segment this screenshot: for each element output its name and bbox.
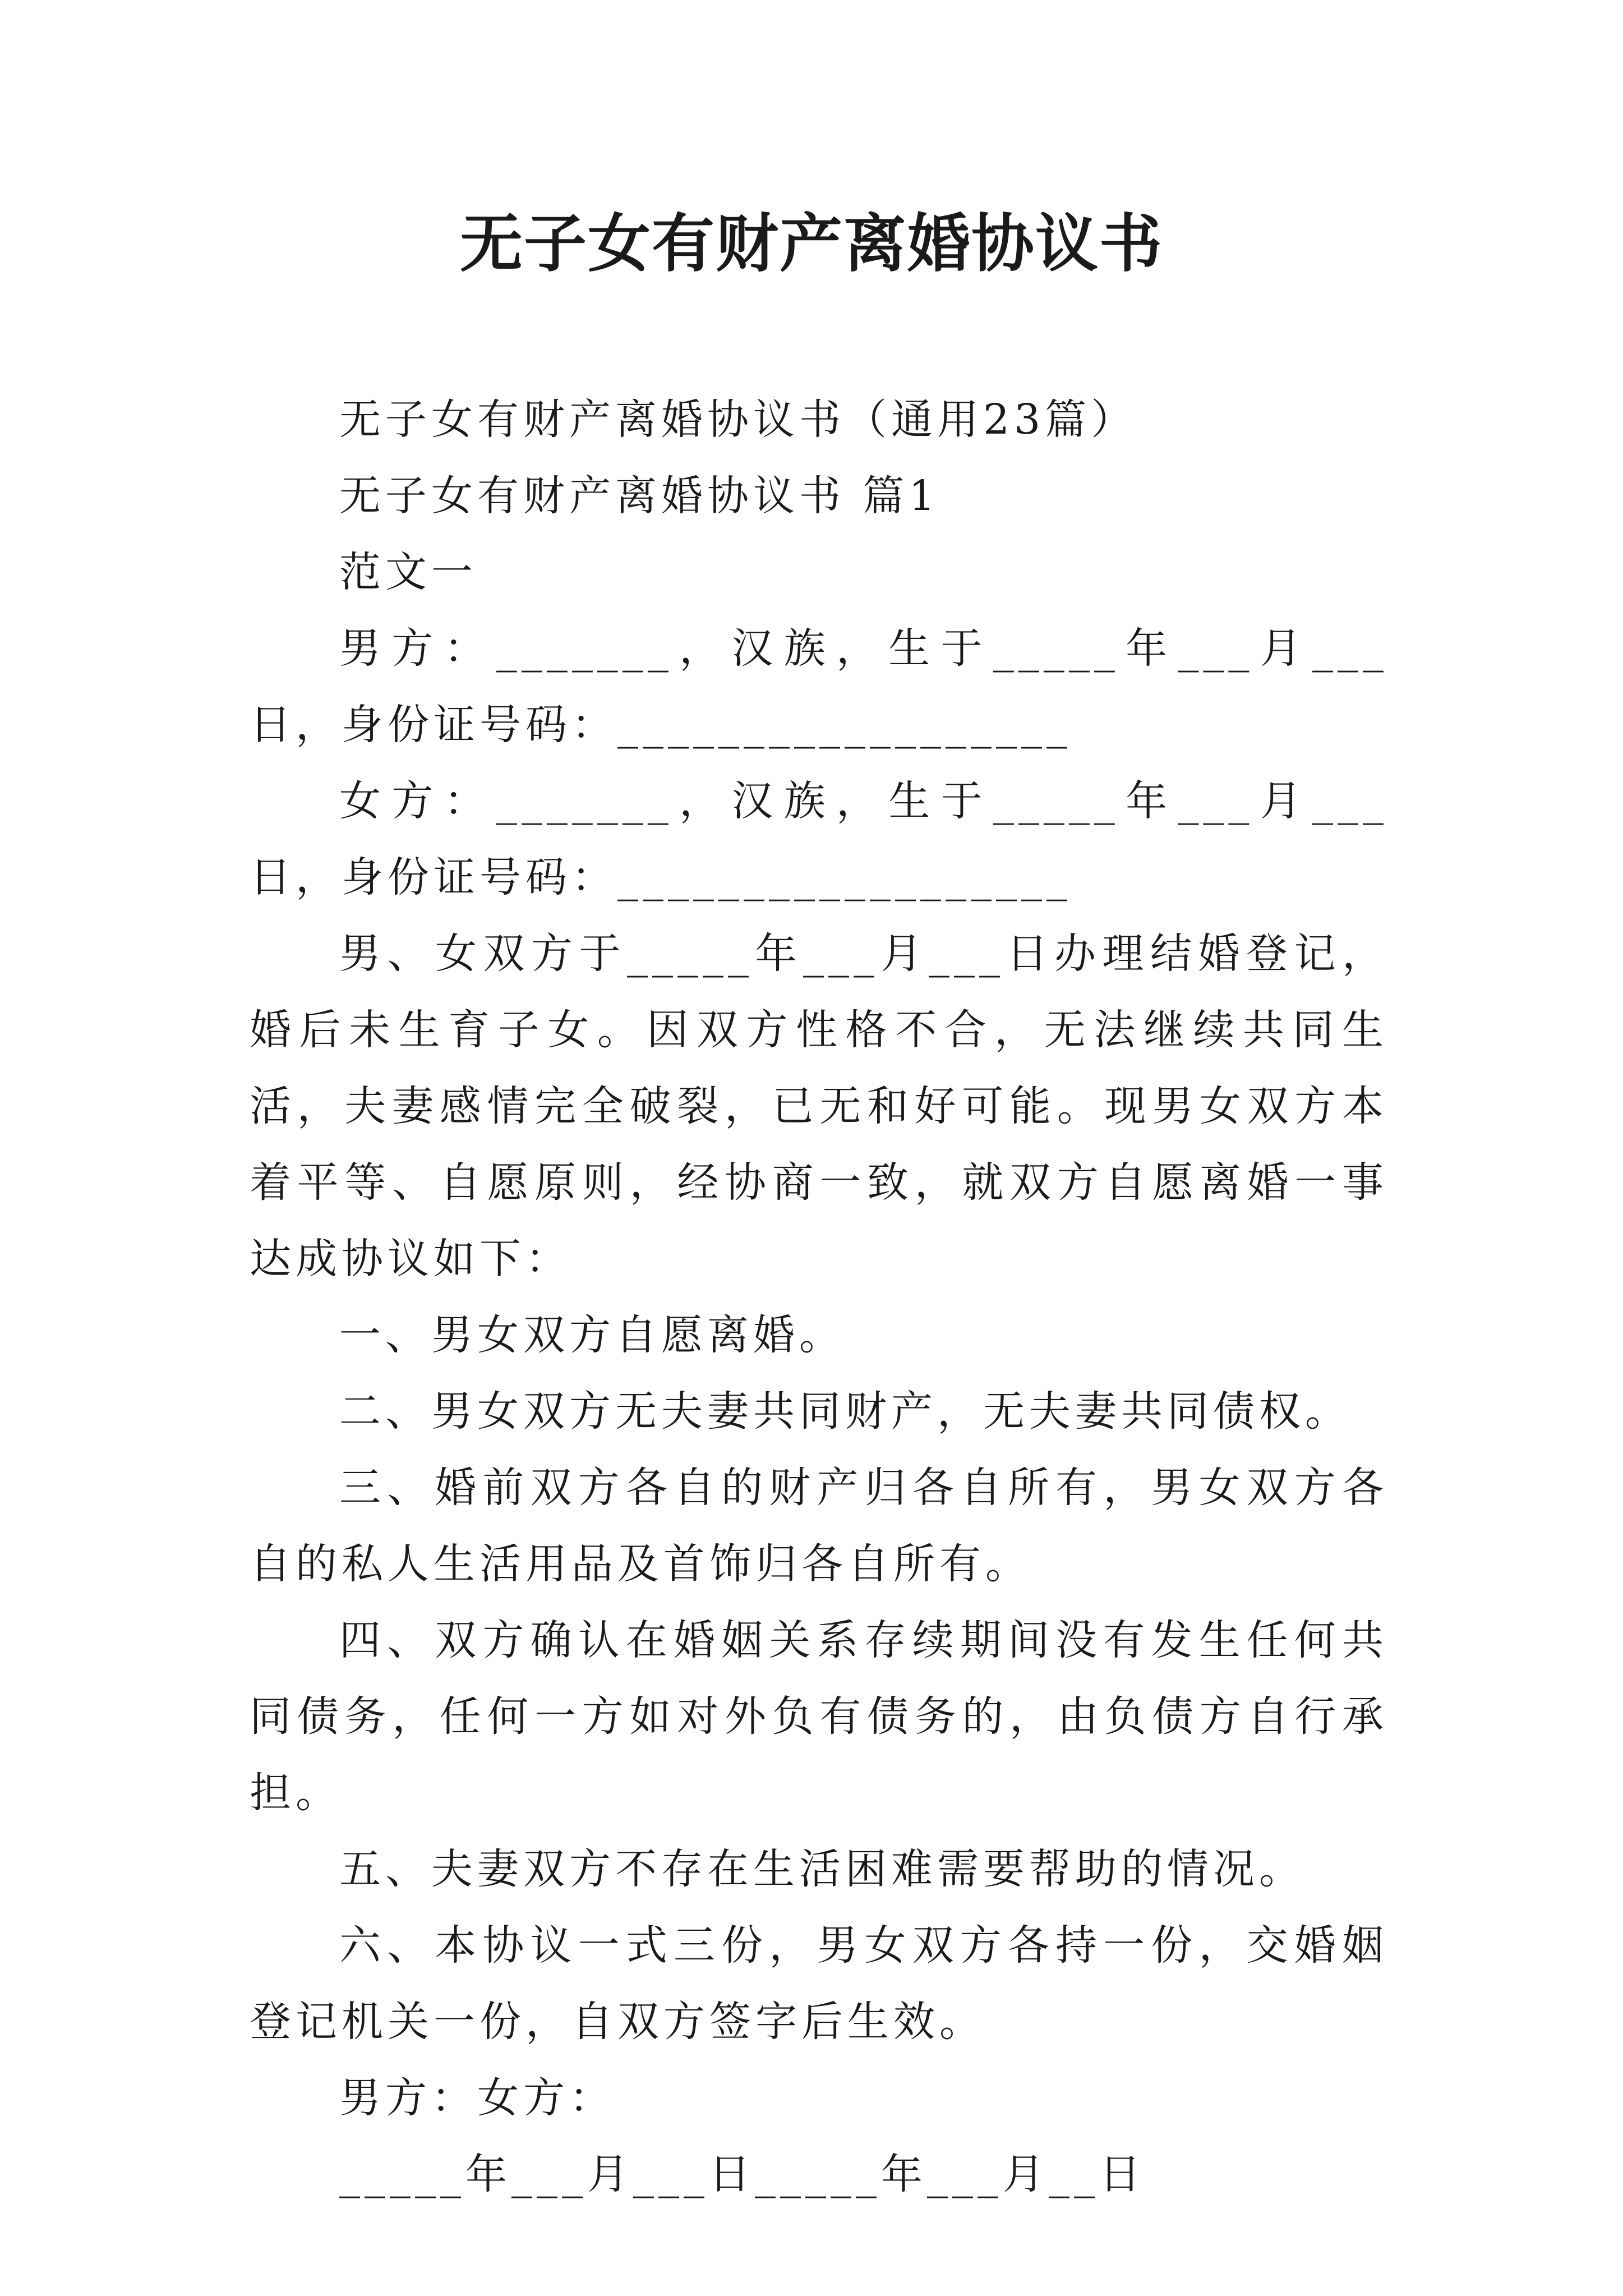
clause-5: 五、夫妻双方不存在生活困难需要帮助的情况。 (339, 1845, 1305, 1893)
clause-1: 一、男女双方自愿离婚。 (339, 1311, 845, 1359)
subtitle-line: 无子女有财产离婚协议书（通用23篇） (339, 395, 1137, 444)
document-body (250, 381, 1388, 2212)
male-party-info: 男方：_______，汉族，生于_____年___月___日，身份证号码：__________________ (250, 624, 1388, 749)
clause-3: 三、婚前双方各自的财产归各自所有，男女双方各自的私人生活用品及首饰归各自所有。 (250, 1464, 1388, 1588)
date-line: _____年___月___日_____年___月__日 (339, 2150, 1145, 2198)
signature-line: 男方：女方： (339, 2074, 615, 2122)
female-party-info: 女方：_______，汉族，生于_____年___月___日，身份证号码：__________________ (250, 777, 1388, 901)
section-heading: 无子女有财产离婚协议书 篇1 (339, 472, 940, 520)
clause-4: 四、双方确认在婚姻关系存续期间没有发生任何共同债务，任何一方如对外负有债务的，由负债方自行承担。 (250, 1616, 1388, 1817)
preamble-paragraph: 男、女双方于_____年___月___日办理结婚登记，婚后未生育子女。因双方性格不合，无法继续共同生活，夫妻感情完全破裂，已无和好可能。现男女双方本着平等、自愿原则，经协商一致，就双方自愿离婚一事达成协议如下： (250, 930, 1388, 1283)
document-title: 无子女有财产离婚协议书 (460, 207, 1163, 280)
clause-6: 六、本协议一式三份，男女双方各持一份，交婚姻登记机关一份，自双方签字后生效。 (250, 1921, 1388, 2046)
sample-label: 范文一 (339, 548, 477, 596)
clause-2: 二、男女双方无夫妻共同财产，无夫妻共同债权。 (339, 1387, 1351, 1435)
